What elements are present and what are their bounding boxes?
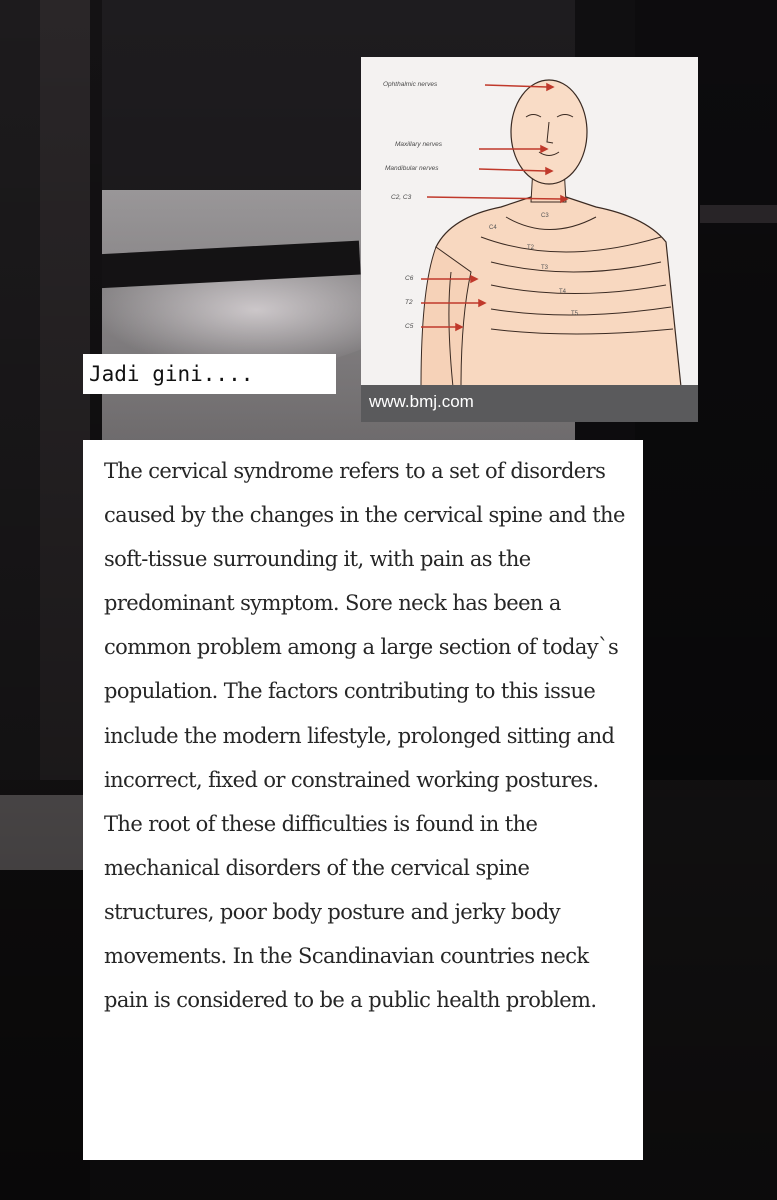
caption-sticker [83, 354, 336, 394]
segment-label-t4: T4 [559, 289, 567, 295]
label-ophthalmic-nerves: Ophthalmic nerves [383, 81, 438, 88]
article-paragraph: The cervical syndrome refers to a set of disorders caused by the changes in the cervical spine and the soft-tissue surrounding it, with pain as the predominant symptom. Sore neck has been a common problem among a large section of today`s population. The factors contributing to this issue include the modern lifestyle, prolonged sitting and incorrect, fixed or constrained working postures. The root of these difficulties is found in the mechanical disorders of the cervical spine structures, poor body posture and jerky body movements. In the Scandinavian countries neck pain is considered to be a public health problem. [104, 459, 625, 1013]
label-c2-c3: C2, C3 [391, 194, 412, 201]
segment-label-c4: C4 [489, 225, 497, 231]
segment-label-c3: C3 [541, 213, 549, 219]
source-credit: www.bmj.com [369, 392, 474, 411]
article-box [83, 440, 643, 1160]
dermatome-diagram [361, 57, 698, 422]
label-mandibular-nerves: Mandibular nerves [385, 165, 439, 172]
label-c6: C6 [405, 275, 414, 282]
label-c5: C5 [405, 323, 414, 330]
credit-bar [361, 385, 698, 422]
segment-label-t2: T2 [527, 245, 535, 251]
caption-text: Jadi gini.... [89, 362, 254, 386]
segment-label-t3: T3 [541, 265, 549, 271]
segment-label-t5: T5 [571, 311, 579, 317]
dermatome-figure [361, 57, 698, 422]
label-maxillary-nerves: Maxillary nerves [395, 141, 442, 148]
label-t2-arm: T2 [405, 299, 413, 306]
